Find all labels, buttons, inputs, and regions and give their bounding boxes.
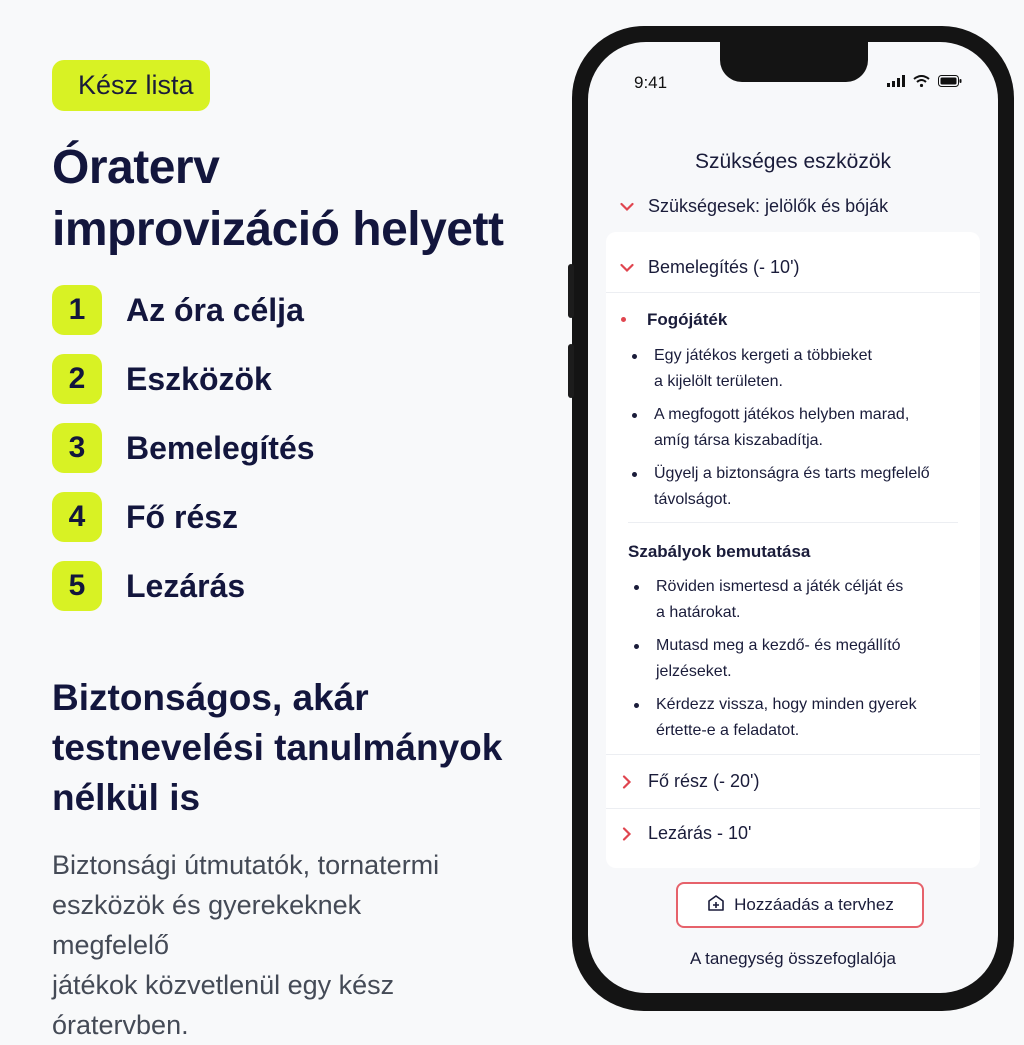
description-line-4: óratervben.: [52, 1010, 189, 1040]
wifi-icon: [913, 74, 930, 92]
bullet-line: amíg társa kiszabadítja.: [654, 432, 823, 449]
main-part-row[interactable]: [616, 771, 759, 792]
page-headline: [52, 137, 552, 261]
description-text: [52, 845, 482, 1045]
rules-bullet: [628, 574, 966, 626]
marketing-panel: [52, 60, 552, 1045]
step-number: 3: [52, 423, 102, 473]
ready-list-badge: Kész lista: [52, 60, 210, 111]
add-icon: [706, 893, 726, 918]
step-label: Az óra célja: [126, 291, 304, 328]
chevron-down-icon: [616, 202, 638, 212]
headline-line-1: Óraterv: [52, 141, 220, 194]
bullet-line: Röviden ismertesd a játék célját és: [656, 578, 904, 595]
closing-row[interactable]: [616, 823, 752, 844]
closing-label: Lezárás - 10': [648, 823, 752, 843]
bullet-line: a határokat.: [656, 604, 741, 621]
status-time: 9:41: [634, 73, 668, 92]
headline-line-2: improvizáció helyett: [52, 203, 504, 256]
add-to-plan-label: Hozzáadás a tervhez: [734, 895, 894, 914]
bullet-line: jelzéseket.: [656, 663, 732, 680]
phone-volume-down-button: [568, 344, 574, 398]
divider: [606, 808, 980, 809]
status-icons: [887, 74, 962, 92]
step-item: [52, 492, 552, 542]
phone-volume-up-button: [568, 264, 574, 318]
step-label: Bemelegítés: [126, 429, 315, 466]
phone-notch: [720, 42, 868, 82]
rules-bullet: [628, 633, 966, 685]
needs-label: Szükségesek: jelölők és bóják: [648, 196, 889, 216]
bullet-line: Mutasd meg a kezdő- és megállító: [656, 637, 901, 654]
step-item: [52, 423, 552, 473]
rules-title: Szabályok bemutatása: [628, 542, 811, 561]
safety-headline-line-2: testnevelési tanulmányok: [52, 727, 503, 768]
steps-list: [52, 285, 552, 611]
rules-bullet: [628, 692, 966, 744]
chevron-right-icon: [616, 827, 638, 841]
safety-headline-line-3: nélkül is: [52, 777, 201, 818]
add-to-plan-button[interactable]: [676, 882, 924, 928]
phone-frame: [572, 26, 1014, 1011]
game-bullet: [626, 343, 964, 395]
chevron-down-icon: [616, 263, 638, 273]
game-bullet: [626, 402, 964, 454]
safety-headline-line-1: Biztonságos, akár: [52, 677, 369, 718]
step-number: 5: [52, 561, 102, 611]
game-bullet: [626, 461, 964, 513]
description-line-3: játékok közvetlenül egy kész: [52, 970, 395, 1000]
step-number: 4: [52, 492, 102, 542]
screen-title: Szükséges eszközök: [694, 150, 892, 173]
warmup-row[interactable]: [616, 257, 800, 278]
bullet-line: A megfogott játékos helyben marad,: [654, 406, 910, 423]
step-label: Eszközök: [126, 360, 272, 397]
game-marker-dot: [621, 317, 626, 322]
bullet-line: Egy játékos kergeti a többieket: [654, 347, 872, 364]
bullet-line: értette-e a feladatot.: [656, 722, 800, 739]
step-number: 1: [52, 285, 102, 335]
step-label: Lezárás: [126, 567, 246, 604]
main-part-label: Fő rész (- 20'): [648, 771, 760, 791]
warmup-label: Bemelegítés (- 10'): [648, 257, 800, 277]
chevron-right-icon: [616, 775, 638, 789]
step-label: Fő rész: [126, 498, 239, 535]
divider: [606, 754, 980, 755]
description-line-2: eszközök és gyerekeknek megfelelő: [52, 890, 362, 960]
step-number: 2: [52, 354, 102, 404]
divider: [606, 292, 980, 293]
battery-icon: [938, 74, 962, 92]
step-item: [52, 354, 552, 404]
game-title: Fogójáték: [647, 310, 728, 329]
bullet-line: távolságot.: [654, 491, 732, 508]
bullet-line: Ügyelj a biztonságra és tarts megfelelő: [654, 465, 930, 482]
description-line-1: Biztonsági útmutatók, tornatermi: [52, 850, 440, 880]
step-item: [52, 561, 552, 611]
bullet-line: Kérdezz vissza, hogy minden gyerek: [656, 696, 917, 713]
bullet-line: a kijelölt területen.: [654, 373, 783, 390]
signal-icon: [887, 74, 905, 92]
safety-headline: [52, 673, 552, 823]
summary-link[interactable]: A tanegység összefoglalója: [689, 949, 897, 968]
divider: [628, 522, 958, 523]
step-item: [52, 285, 552, 335]
phone-screen: [588, 42, 998, 993]
needs-row[interactable]: [616, 196, 888, 217]
